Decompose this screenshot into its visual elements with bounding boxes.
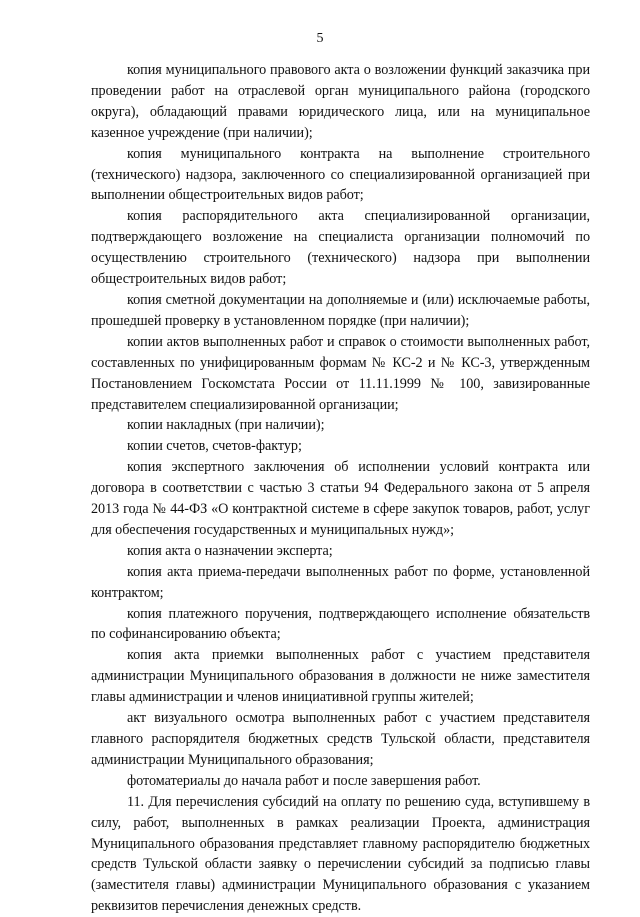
paragraph: копия акта приема-передачи выполненных работ по форме, установленной контрактом; [91, 563, 590, 601]
paragraph: акт визуального осмотра выполненных работ с участием представителя главного распорядителя бюджетных средств Тульской области, представителя администрации Муниципального образования; [91, 710, 590, 768]
paragraph: копии накладных (при наличии); [127, 417, 325, 434]
paragraph: фотоматериалы до начала работ и после завершения работ. [127, 772, 481, 789]
paragraph: копия муниципального правового акта о возложении функций заказчика при проведении работ на отраслевой орган муниципального района (городского округа), обладающий правами юридического лица, или на муниципальное казенное учреждение (при наличии); [91, 62, 590, 141]
document-body [91, 60, 590, 917]
paragraph: копия распорядительного акта специализированной организации, подтверждающего возложение на специалиста организации полномочий по осуществлению строительного (технического) надзора при выполнении общестроительных видов работ; [91, 208, 590, 288]
paragraph: копия платежного поручения, подтверждающего исполнение обязательств по софинансированию объекта; [91, 605, 590, 643]
paragraph: копии актов выполненных работ и справок о стоимости выполненных работ, составленных по унифицированным формам № КС-2 и № КС-3, утвержденным Постановлением Госкомстата России от 11.11.1999 № 100, завизированные представителем специализированной организации; [91, 333, 590, 413]
paragraph: копия экспертного заключения об исполнении условий контракта или договора в соответствии с частью 3 статьи 94 Федерального закона от 5 апреля 2013 года № 44-ФЗ «О контрактной системе в сфере закупок товаров, работ, услуг для обеспечения государственных и муниципальных нужд»; [91, 459, 590, 538]
paragraph: копия сметной документации на дополняемые и (или) исключаемые работы, прошедшей проверку в установленном порядке (при наличии); [91, 291, 590, 329]
paragraph-section-11: 11. Для перечисления субсидий на оплату по решению суда, вступившему в силу, работ, выполненных в рамках реализации Проекта, администрация Муниципального образования представляет главному распорядителю бюджетных средств Тульской области заявку о перечислении субсидий за подписью главы (заместителя главы) администрации Муниципального образования с указанием реквизитов перечисления денежных средств. [91, 793, 590, 915]
paragraph: копия муниципального контракта на выполнение строительного (технического) надзора, заключенного со специализированной организацией при выполнении общестроительных видов работ; [91, 145, 590, 204]
paragraph: копия акта о назначении эксперта; [127, 542, 333, 559]
paragraph: копии счетов, счетов-фактур; [127, 438, 302, 455]
paragraph: копия акта приемки выполненных работ с участием представителя администрации Муниципального образования в должности не ниже заместителя главы администрации и членов инициативной группы жителей; [91, 647, 590, 706]
page-number: 5 [316, 31, 324, 46]
